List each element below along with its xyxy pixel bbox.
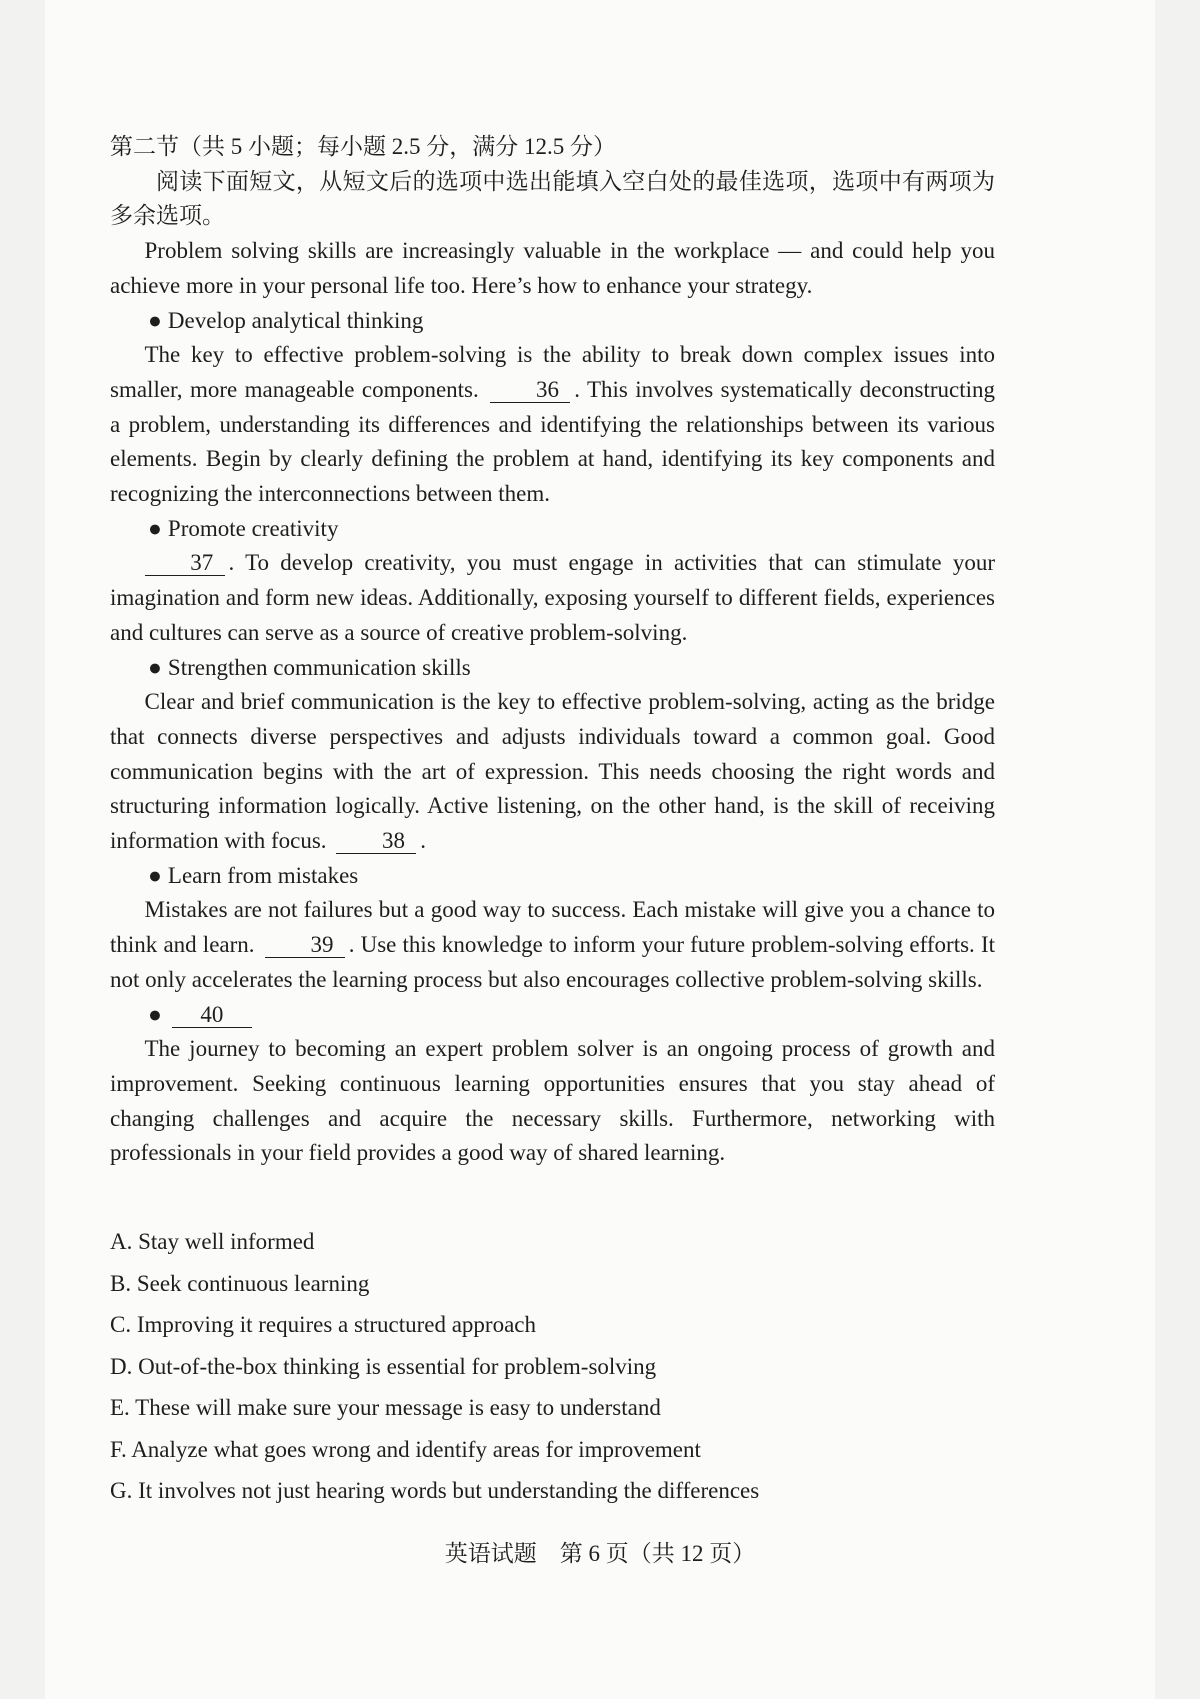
bullet-heading: ● Develop analytical thinking [110,304,995,339]
answer-blank: 39 [265,933,345,958]
bullet-icon: ● [148,307,162,333]
paragraph: 37 . To develop creativity, you must engage in activities that can stimulate your imagination and form new ideas. Additionally, exposing yourself to different fields, experiences and cultures can serve as a source of creative problem-solving. [110,550,995,645]
option: G. It involves not just hearing words but understanding the differences [110,1478,760,1504]
bullet-heading: ● Learn from mistakes [110,859,995,894]
paragraph: The journey to becoming an expert problem solver is an ongoing process of growth and improvement. Seeking continuous learning opportunities ensures that you stay ahead of changing challenges and acquire the necessary skills. Furthermore, networking with professionals in your field provides a good way of shared learning. [110,1036,995,1166]
answer-blank: 36 [490,378,570,403]
option: D. Out-of-the-box thinking is essential for problem-solving [110,1353,657,1379]
options-list [110,1221,995,1512]
paragraph: Mistakes are not failures but a good way to success. Each mistake will give you a chance to think and learn. 39 . Use this knowledge to inform your future problem-solving efforts. It not only accelerates the learning process but also encourages collective problem-solving skills. [110,897,995,992]
option: F. Analyze what goes wrong and identify areas for improvement [110,1436,701,1462]
bullet-heading: ● Strengthen communication skills [110,651,995,686]
answer-blank: 37 [145,551,225,576]
content [110,130,995,1512]
instructions: 阅读下面短文，从短文后的选项中选出能填入空白处的最佳选项，选项中有两项为多余选项。 [110,168,995,229]
answer-blank: 40 [172,1003,252,1028]
paragraph: The key to effective problem-solving is the ability to break down complex issues into smaller, more manageable components. 36 . This involves systematically deconstructing a problem, understanding its differences and identifying the relationships between its various elements. Begin by clearly defining the problem at hand, identifying its key components and recognizing the interconnections between them. [110,342,995,507]
bullet-heading: ● Promote creativity [110,512,995,547]
bullet-heading [110,998,995,1033]
option: C. Improving it requires a structured approach [110,1312,537,1338]
option: E. These will make sure your message is easy to understand [110,1395,661,1421]
intro-paragraph: Problem solving skills are increasingly valuable in the workplace — and could help you achieve more in your personal life too. Here’s how to enhance your strategy. [110,238,995,298]
section-title: 第二节（共 5 小题；每小题 2.5 分，满分 12.5 分） [110,134,616,159]
option: A. Stay well informed [110,1229,315,1255]
page-footer: 英语试题 第 6 页（共 12 页） [444,1541,756,1566]
bullet-icon: ● [148,654,162,680]
bullet-icon: ● [148,1001,162,1027]
paragraph: Clear and brief communication is the key to effective problem-solving, acting as the bridge that connects diverse perspectives and adjusts individuals toward a common goal. Good communication begins with the art of expression. This needs choosing the right words and structuring information logically. Active listening, on the other hand, is the skill of receiving information with focus. 38 . [110,689,995,854]
option: B. Seek continuous learning [110,1270,370,1296]
bullet-icon: ● [148,515,162,541]
bullet-icon: ● [148,862,162,888]
exam-page [45,0,1155,1699]
answer-blank: 38 [336,829,416,854]
